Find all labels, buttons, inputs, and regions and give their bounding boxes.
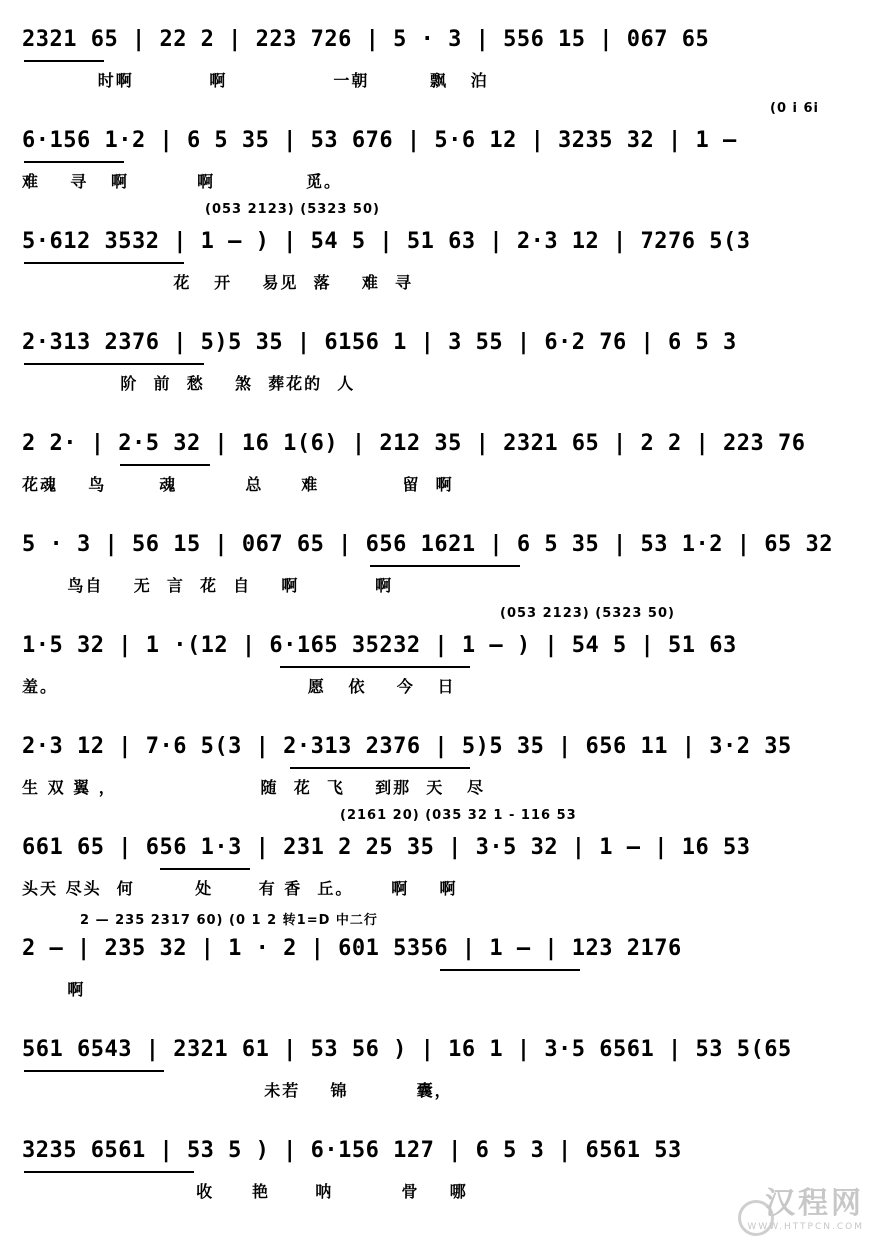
- lyrics-line: 鸟自 无 言 花 自 啊 啊: [22, 576, 394, 595]
- underline: [24, 1070, 164, 1072]
- system-annotation: (053 2123) (5323 50): [205, 202, 380, 217]
- score-system-7: [0, 606, 894, 706]
- score-system-1: [0, 0, 894, 100]
- lyrics-line: 未若 锦 囊，: [22, 1081, 453, 1100]
- lyrics-line: 生 双 翼 ， 随 花 飞 到那 天 尽: [22, 778, 485, 797]
- lyrics-line: 阶 前 愁 煞 葬花的 人: [22, 374, 356, 393]
- underline: [24, 161, 124, 163]
- lyrics-line: 时啊 啊 一朝 飘 泊: [22, 71, 489, 90]
- underline: [120, 464, 210, 466]
- notation-line: 2 — | 235 32 | 1 · 2 | 601 5356 | 1 — | 123 2176: [22, 936, 682, 961]
- underline: [160, 868, 250, 870]
- notation-line: 3235 6561 | 53 5 ) | 6·156 127 | 6 5 3 | 6561 53: [22, 1138, 682, 1163]
- notation-line: 5 · 3 | 56 15 | 067 65 | 656 1621 | 6 5 35 | 53 1·2 | 65 32: [22, 532, 833, 557]
- lyrics-line: 花魂 鸟 魂 总 难 留 啊: [22, 475, 454, 494]
- underline: [370, 565, 520, 567]
- score-system-9: [0, 808, 894, 908]
- system-annotation: (053 2123) (5323 50): [500, 606, 675, 621]
- notation-line: 1·5 32 | 1 ·(12 | 6·165 35232 | 1 — ) | 54 5 | 51 63: [22, 633, 737, 658]
- notation-line: 2321 65 | 22 2 | 223 726 | 5 · 3 | 556 15 | 067 65: [22, 27, 710, 52]
- lyrics-line: 头天 尽头 何 处 有 香 丘。 啊 啊: [22, 879, 458, 898]
- system-annotation: (2161 20) (035 32 1 - 116 53: [340, 808, 577, 823]
- notation-line: 661 65 | 656 1·3 | 231 2 25 35 | 3·5 32 | 1 — | 16 53: [22, 835, 751, 860]
- score-system-4: [0, 303, 894, 403]
- notation-line: 561 6543 | 2321 61 | 53 56 ) | 16 1 | 3·5 6561 | 53 5(65: [22, 1037, 792, 1062]
- underline: [24, 363, 204, 365]
- system-annotation: 2 — 235 2317 60) (0 1 2 转1=D 中二行: [80, 913, 378, 928]
- score-system-6: [0, 505, 894, 605]
- score-system-11: [0, 1010, 894, 1110]
- lyrics-line: 难 寻 啊 啊 觅。: [22, 172, 342, 191]
- lyrics-line: 啊: [22, 980, 86, 999]
- system-annotation: (0 i 6i: [770, 101, 819, 116]
- underline: [290, 767, 470, 769]
- underline: [24, 1171, 194, 1173]
- score-system-8: [0, 707, 894, 807]
- underline: [280, 666, 470, 668]
- score-system-3: [0, 202, 894, 302]
- score-system-10: [0, 909, 894, 1009]
- notation-line: 2·3 12 | 7·6 5(3 | 2·313 2376 | 5)5 35 | 656 11 | 3·2 35: [22, 734, 792, 759]
- score-system-2: [0, 101, 894, 201]
- lyrics-line: 羞。 愿 依 今 日: [22, 677, 456, 696]
- lyrics-line: 收 艳 呐 骨 哪: [22, 1182, 468, 1201]
- lyrics-line: 花 开 易见 落 难 寻: [22, 273, 413, 292]
- underline: [24, 262, 184, 264]
- underline: [24, 60, 104, 62]
- notation-line: 2·313 2376 | 5)5 35 | 6156 1 | 3 55 | 6·2 76 | 6 5 3: [22, 330, 737, 355]
- watermark-title: 汉程网: [765, 1186, 864, 1221]
- watermark: [747, 1178, 864, 1232]
- notation-line: 6·156 1·2 | 6 5 35 | 53 676 | 5·6 12 | 3235 32 | 1 —: [22, 128, 737, 153]
- score-system-5: [0, 404, 894, 504]
- watermark-url: WWW.HTTPCN.COM: [747, 1222, 864, 1232]
- notation-line: 5·612 3532 | 1 — ) | 54 5 | 51 63 | 2·3 12 | 7276 5(3: [22, 229, 751, 254]
- notation-line: 2 2· | 2·5 32 | 16 1(6) | 212 35 | 2321 65 | 2 2 | 223 76: [22, 431, 806, 456]
- underline: [440, 969, 580, 971]
